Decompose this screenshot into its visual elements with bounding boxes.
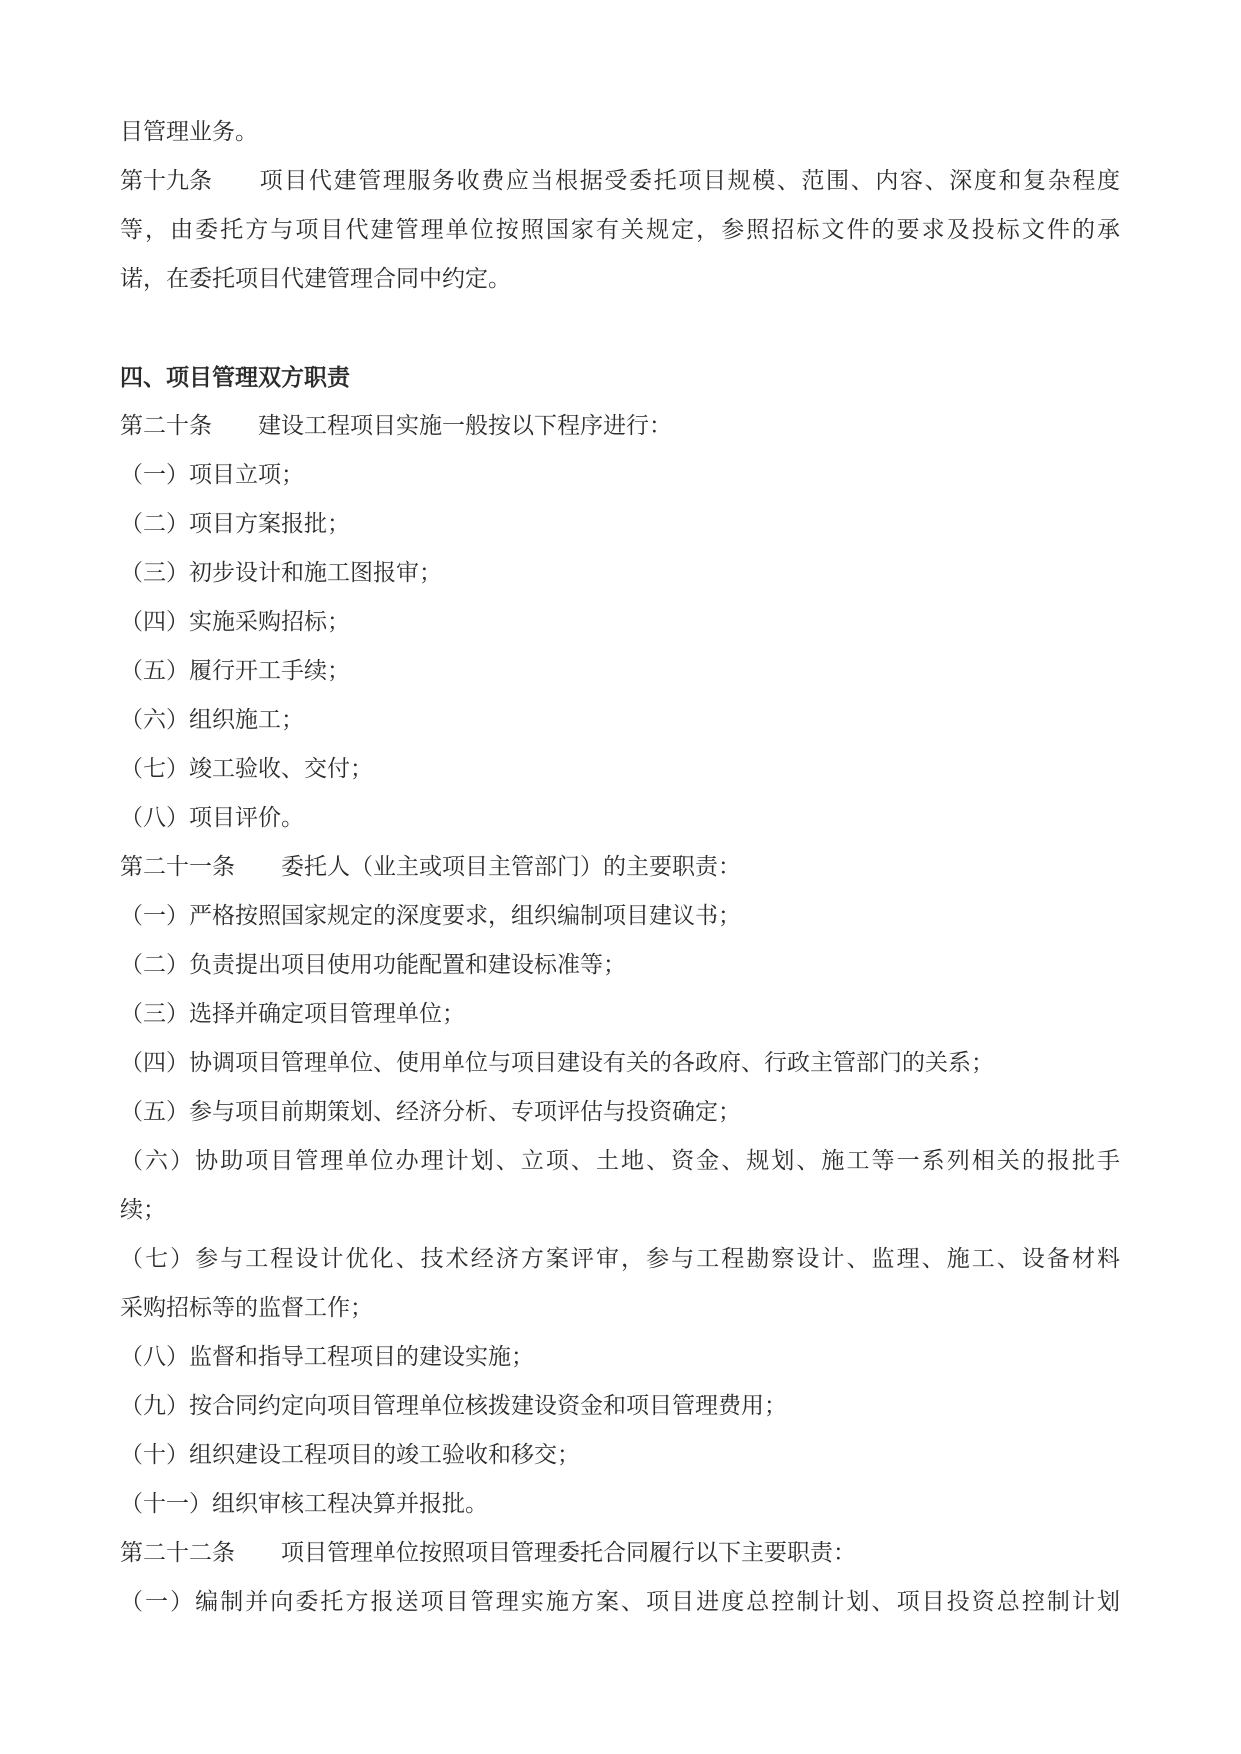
article-number: 第二十一条 xyxy=(120,854,235,880)
blank-line xyxy=(120,304,1120,353)
article-text: 委托人（业主或项目主管部门）的主要职责： xyxy=(281,854,741,880)
text-line: （六）组织施工； xyxy=(120,707,304,733)
text-line: （八）监督和指导工程项目的建设实施； xyxy=(120,1344,534,1370)
text-line: （一）项目立项； xyxy=(120,462,304,488)
document-body xyxy=(120,108,1120,1627)
text-line: （十）组织建设工程项目的竣工验收和移交； xyxy=(120,1442,580,1468)
text-line: （五）履行开工手续； xyxy=(120,658,350,684)
text-line: 目管理业务。 xyxy=(120,119,258,145)
article-text: 建设工程项目实施一般按以下程序进行： xyxy=(258,413,672,439)
text-line: （四）实施采购招标； xyxy=(120,609,350,635)
text-line: （三）选择并确定项目管理单位； xyxy=(120,1001,465,1027)
text-line: （七）竣工验收、交付； xyxy=(120,756,373,782)
article-line xyxy=(120,157,1120,206)
text-line: （六）协助项目管理单位办理计划、立项、土地、资金、规划、施工等一系列相关的报批手 xyxy=(120,1148,1120,1174)
text-line: （二）负责提出项目使用功能配置和建设标准等； xyxy=(120,952,626,978)
article-text: 项目管理单位按照项目管理委托合同履行以下主要职责： xyxy=(281,1540,856,1566)
text-line: 续； xyxy=(120,1197,166,1223)
text-line: （九）按合同约定向项目管理单位核拨建设资金和项目管理费用； xyxy=(120,1393,787,1419)
article-line xyxy=(120,402,1120,451)
article-number: 第二十二条 xyxy=(120,1540,235,1566)
article-line xyxy=(120,1529,1120,1578)
article-text: 项目代建管理服务收费应当根据受委托项目规模、范围、内容、深度和复杂程度 xyxy=(258,168,1120,194)
text-line: （四）协调项目管理单位、使用单位与项目建设有关的各政府、行政主管部门的关系； xyxy=(120,1050,994,1076)
text-line: 等，由委托方与项目代建管理单位按照国家有关规定，参照招标文件的要求及投标文件的承 xyxy=(120,217,1120,243)
text-line: （七）参与工程设计优化、技术经济方案评审，参与工程勘察设计、监理、施工、设备材料 xyxy=(120,1246,1120,1272)
article-number: 第二十条 xyxy=(120,413,212,439)
section-heading: 四、项目管理双方职责 xyxy=(120,364,350,391)
text-line: 诺，在委托项目代建管理合同中约定。 xyxy=(120,266,511,292)
text-line: （一）编制并向委托方报送项目管理实施方案、项目进度总控制计划、项目投资总控制计划 xyxy=(120,1589,1120,1615)
text-line: （二）项目方案报批； xyxy=(120,511,350,537)
text-line: （三）初步设计和施工图报审； xyxy=(120,560,442,586)
document-page xyxy=(120,108,1120,1627)
text-line: 采购招标等的监督工作； xyxy=(120,1295,373,1321)
article-line xyxy=(120,843,1120,892)
text-line: （一）严格按照国家规定的深度要求，组织编制项目建议书； xyxy=(120,903,741,929)
text-line: （五）参与项目前期策划、经济分析、专项评估与投资确定； xyxy=(120,1099,741,1125)
text-line: （八）项目评价。 xyxy=(120,805,304,831)
text-line: （十一）组织审核工程决算并报批。 xyxy=(120,1491,488,1517)
article-number: 第十九条 xyxy=(120,168,212,194)
